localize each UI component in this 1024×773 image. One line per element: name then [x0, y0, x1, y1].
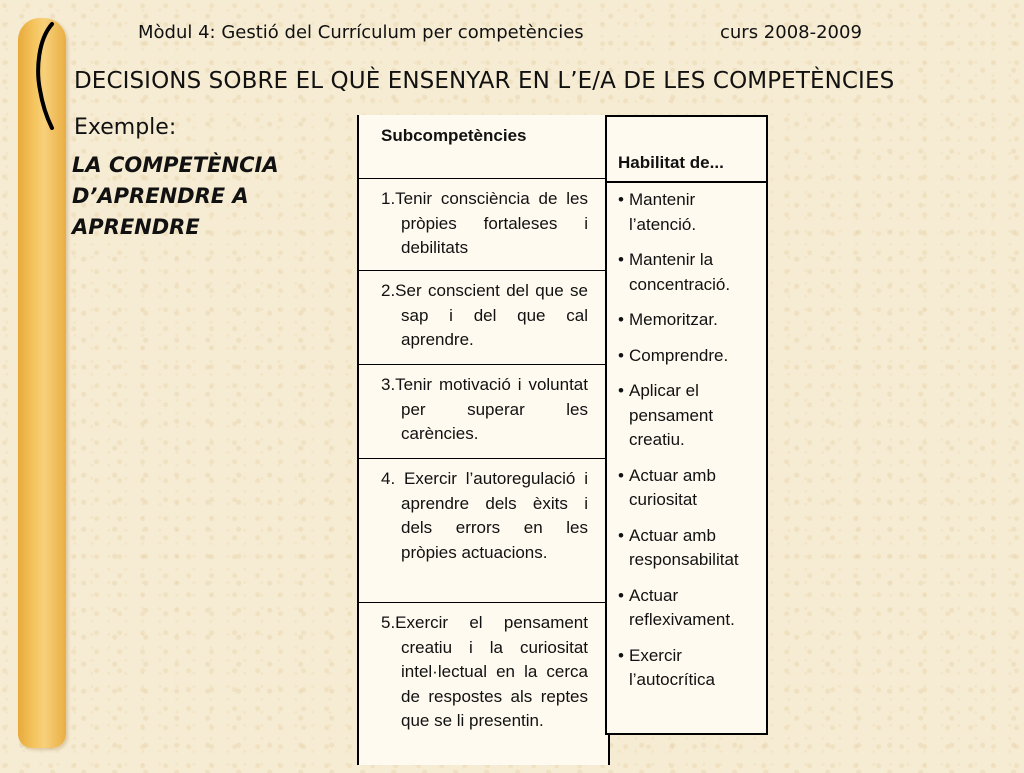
bullet-icon: •: [618, 190, 624, 209]
subcompetencies-header: Subcompetències: [359, 115, 608, 179]
habilitats-column: [605, 115, 768, 735]
bullet-icon: •: [618, 345, 624, 365]
competence-line: D’APRENDRE A: [72, 184, 249, 208]
subcompetency-text: 3.Tenir motivació i voluntat per superar les carències.: [381, 375, 588, 443]
list-item: [618, 379, 766, 453]
list-item: [618, 188, 766, 237]
competence-line: APRENDRE: [72, 215, 200, 239]
list-item: [618, 644, 766, 693]
subcompetency-text: 4. Exercir l’autoregulació i aprendre dels èxits i dels errors en les pròpies actuacions.: [381, 469, 588, 562]
competence-title: [72, 150, 342, 243]
bullet-icon: •: [618, 381, 624, 400]
subcompetency-text: 1.Tenir consciència de les pròpies fortaleses i debilitats: [381, 189, 588, 257]
bullet-icon: •: [618, 585, 624, 605]
course-year: curs 2008-2009: [720, 22, 862, 43]
habilitat-text: Mantenir la concentració.: [629, 250, 731, 294]
list-item: [618, 524, 766, 573]
bullet-icon: •: [618, 645, 624, 665]
subcompetency-text: 5.Exercir el pensament creatiu i la curiositat intel·lectual en la cerca de respostes als reptes que se li presentin.: [381, 613, 588, 730]
subcompetencies-column: [357, 115, 610, 765]
habilitat-text: Mantenir l’atenció.: [629, 190, 697, 234]
habilitat-text: Exercir l’autocrítica: [629, 645, 715, 689]
habilitats-list: [607, 183, 766, 693]
list-item: [618, 584, 766, 633]
bullet-icon: •: [618, 465, 624, 485]
subcompetency-row: [359, 603, 608, 773]
habilitat-text: Actuar reflexivament.: [629, 585, 735, 629]
example-label: Exemple:: [74, 115, 177, 140]
module-header: Mòdul 4: Gestió del Currículum per competències: [138, 22, 584, 43]
subcompetency-row: [359, 365, 608, 459]
bullet-icon: •: [618, 310, 624, 329]
page-title: DECISIONS SOBRE EL QUÈ ENSENYAR EN L’E/A DE LES COMPETÈNCIES: [74, 68, 895, 94]
list-item: [618, 344, 766, 369]
bullet-icon: •: [618, 250, 624, 269]
habilitat-text: Comprendre.: [629, 345, 729, 365]
list-item: [618, 248, 766, 297]
bullet-icon: •: [618, 525, 624, 545]
habilitat-text: Actuar amb curiositat: [629, 465, 716, 509]
subcompetency-row: [359, 179, 608, 271]
habilitat-text: Memoritzar.: [629, 310, 718, 329]
subcompetency-row: [359, 459, 608, 603]
subcompetency-text: 2.Ser conscient del que se sap i del que cal aprendre.: [381, 281, 588, 349]
list-item: [618, 308, 766, 333]
list-item: [618, 464, 766, 513]
habilitats-header: Habilitat de...: [607, 117, 766, 183]
habilitat-text: Aplicar el pensament creatiu.: [629, 381, 714, 449]
scroll-curl-icon: [30, 20, 60, 130]
habilitat-text: Actuar amb responsabilitat: [629, 525, 739, 569]
subcompetency-row: [359, 271, 608, 365]
competence-line: LA COMPETÈNCIA: [72, 153, 279, 177]
